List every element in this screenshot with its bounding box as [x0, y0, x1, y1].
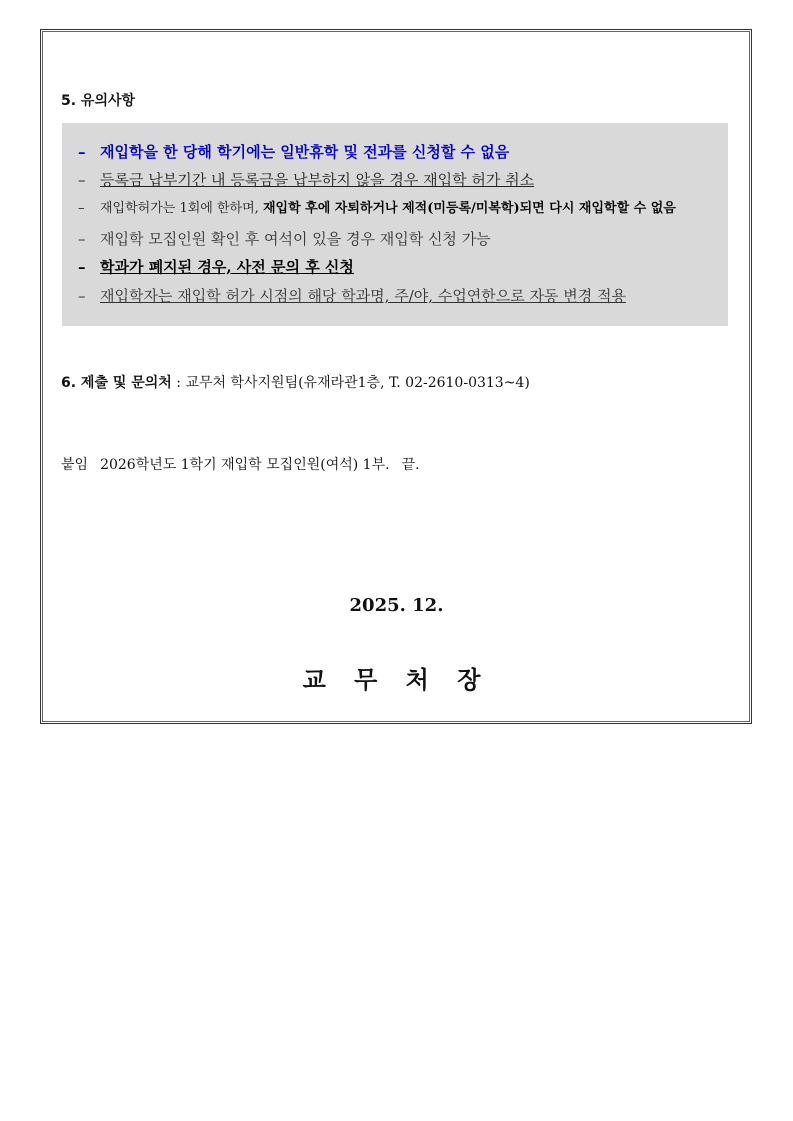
- dash: –: [78, 143, 86, 161]
- notice-item-once-only: [78, 199, 676, 219]
- contact-line: [61, 372, 530, 392]
- notice-text: 등록금 납부기간 내 등록금을 납부하지 않을 경우 재입학 허가 취소: [100, 171, 535, 189]
- notice-text-bold: 재입학 후에 자퇴하거나 제적(미등록/미복학)되면 다시 재입학할 수 없음: [262, 201, 676, 216]
- notice-item-auto-change: [78, 286, 626, 306]
- notice-text: 재입학 모집인원 확인 후 여석이 있을 경우 재입학 신청 가능: [100, 230, 491, 248]
- dash: –: [78, 201, 85, 216]
- notice-box: [62, 123, 728, 326]
- document-date: 2025. 12.: [349, 595, 444, 616]
- signer: 교 무 처 장: [302, 666, 491, 694]
- notice-item-abolished-department: [78, 257, 354, 277]
- dash: –: [78, 287, 86, 305]
- dash: –: [78, 258, 86, 276]
- notice-text: 학과가 폐지된 경우, 사전 문의 후 신청: [100, 258, 354, 276]
- notice-text: 재입학허가는 1회에 한하며,: [100, 201, 263, 216]
- notice-item-tuition: [78, 170, 534, 190]
- attachment-end: 끝.: [401, 457, 420, 473]
- attachment-text: 2026학년도 1학기 재입학 모집인원(여석) 1부.: [100, 457, 390, 473]
- contact-value: 교무처 학사지원팀(유재라관1층, T. 02-2610-0313~4): [185, 375, 530, 391]
- contact-separator: :: [171, 375, 186, 391]
- section-5-title: 5. 유의사항: [61, 93, 136, 109]
- notice-text: 재입학자는 재입학 허가 시점의 해당 학과명, 주/야, 수업연한으로 자동 변경 적용: [100, 287, 626, 305]
- notice-item-quota: [78, 229, 491, 249]
- notice-text: 재입학을 한 당해 학기에는 일반휴학 및 전과를 신청할 수 없음: [100, 143, 510, 161]
- dash: –: [78, 171, 86, 189]
- attachment-label: 붙임: [61, 457, 89, 473]
- notice-item-readmission-restriction: [78, 142, 509, 162]
- contact-label: 6. 제출 및 문의처: [61, 375, 172, 391]
- dash: –: [78, 230, 86, 248]
- attachment-line: [61, 454, 420, 474]
